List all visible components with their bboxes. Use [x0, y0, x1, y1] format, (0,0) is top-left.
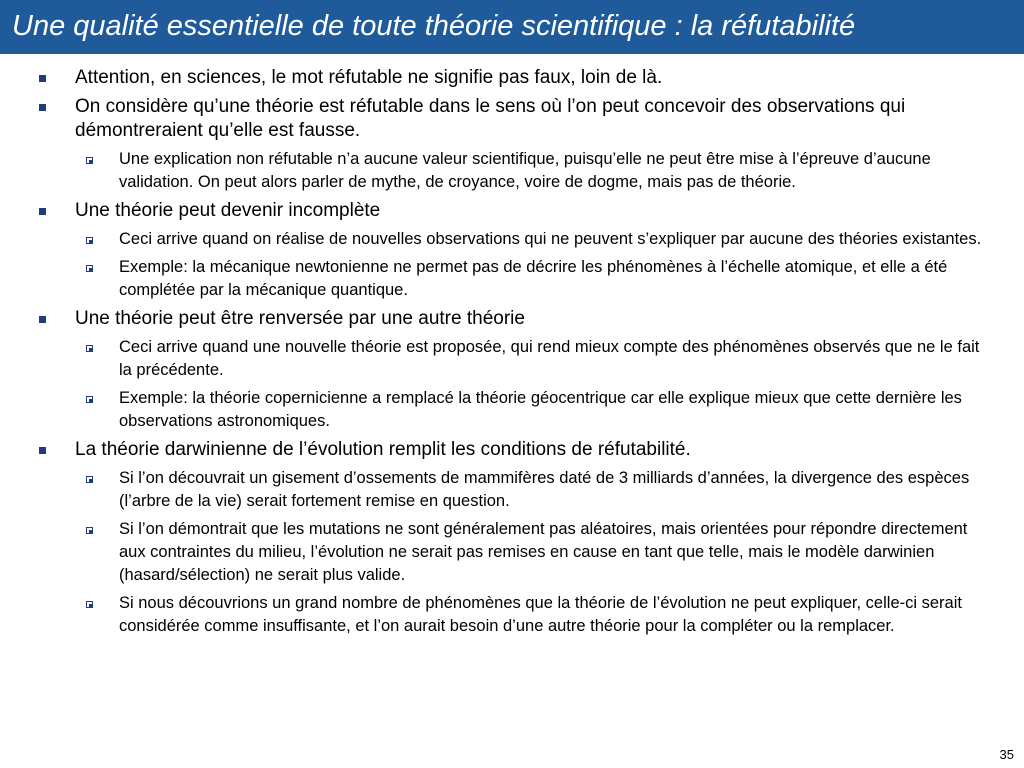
square-bullet-icon [39, 104, 46, 111]
title-bar [0, 0, 1024, 54]
sub-bullet-item [0, 228, 1024, 251]
square-bullet-icon [39, 316, 46, 323]
sub-bullet-item [0, 336, 1024, 382]
slide-title: Une qualité essentielle de toute théorie scientifique : la réfutabilité [12, 10, 856, 42]
hollow-square-bullet-icon [86, 157, 93, 164]
square-bullet-icon [39, 75, 46, 82]
sub-bullet-text: Ceci arrive quand une nouvelle théorie est proposée, qui rend mieux compte des phénomènes observés que ne le fait la précédente. [119, 338, 980, 379]
sub-bullet-text: Une explication non réfutable n’a aucune valeur scientifique, puisqu’elle ne peut être mise à l’épreuve d’aucune validation. On peut alors parler de mythe, de croyance, voire de dogme, mais pas de théorie. [119, 150, 931, 191]
sub-bullet-item [0, 467, 1024, 513]
sub-bullet-item [0, 148, 1024, 194]
sub-bullet-item [0, 518, 1024, 587]
hollow-square-bullet-icon [86, 265, 93, 272]
sub-bullet-item [0, 387, 1024, 433]
hollow-square-bullet-icon [86, 345, 93, 352]
bullet-text: Attention, en sciences, le mot réfutable ne signifie pas faux, loin de là. [75, 67, 663, 88]
bullet-item [0, 307, 1024, 331]
hollow-square-bullet-icon [86, 396, 93, 403]
sub-bullet-text: Ceci arrive quand on réalise de nouvelles observations qui ne peuvent s’expliquer par aucune des théories existantes. [119, 230, 982, 248]
bullet-text: Une théorie peut être renversée par une autre théorie [75, 308, 525, 329]
sub-bullet-text: Si l’on découvrait un gisement d’ossements de mammifères daté de 3 milliards d’années, la divergence des espèces (l’arbre de la vie) serait fortement remise en question. [119, 469, 970, 510]
sub-bullet-text: Exemple: la mécanique newtonienne ne permet pas de décrire les phénomènes à l’échelle atomique, et elle a été complétée par la mécanique quantique. [119, 258, 948, 299]
square-bullet-icon [39, 208, 46, 215]
sub-bullet-text: Exemple: la théorie copernicienne a remplacé la théorie géocentrique car elle explique mieux que cette dernière les observations astronomiques. [119, 389, 962, 430]
slide-content [0, 66, 1024, 643]
sub-bullet-text: Si nous découvrions un grand nombre de phénomènes que la théorie de l’évolution ne peut expliquer, celle-ci serait considérée comme insuffisante, et l’on aurait besoin d’une autre théorie pour la compléter ou la remplacer. [119, 594, 962, 635]
sub-bullet-item [0, 592, 1024, 638]
page-number: 35 [999, 747, 1014, 762]
bullet-text: La théorie darwinienne de l’évolution remplit les conditions de réfutabilité. [75, 439, 691, 460]
bullet-item [0, 199, 1024, 223]
square-bullet-icon [39, 447, 46, 454]
hollow-square-bullet-icon [86, 601, 93, 608]
hollow-square-bullet-icon [86, 237, 93, 244]
sub-bullet-text: Si l’on démontrait que les mutations ne sont généralement pas aléatoires, mais orientées pour répondre directement aux contraintes du milieu, l’évolution ne serait pas remises en cause en tant que telle, mais le modèle darwinien (hasard/sélection) ne serait plus valide. [119, 520, 968, 584]
bullet-text: On considère qu’une théorie est réfutable dans le sens où l’on peut concevoir des observations qui démontreraient qu’elle est fausse. [75, 96, 906, 141]
bullet-item [0, 438, 1024, 462]
hollow-square-bullet-icon [86, 476, 93, 483]
bullet-item [0, 95, 1024, 143]
hollow-square-bullet-icon [86, 527, 93, 534]
bullet-item [0, 66, 1024, 90]
bullet-text: Une théorie peut devenir incomplète [75, 200, 381, 221]
sub-bullet-item [0, 256, 1024, 302]
